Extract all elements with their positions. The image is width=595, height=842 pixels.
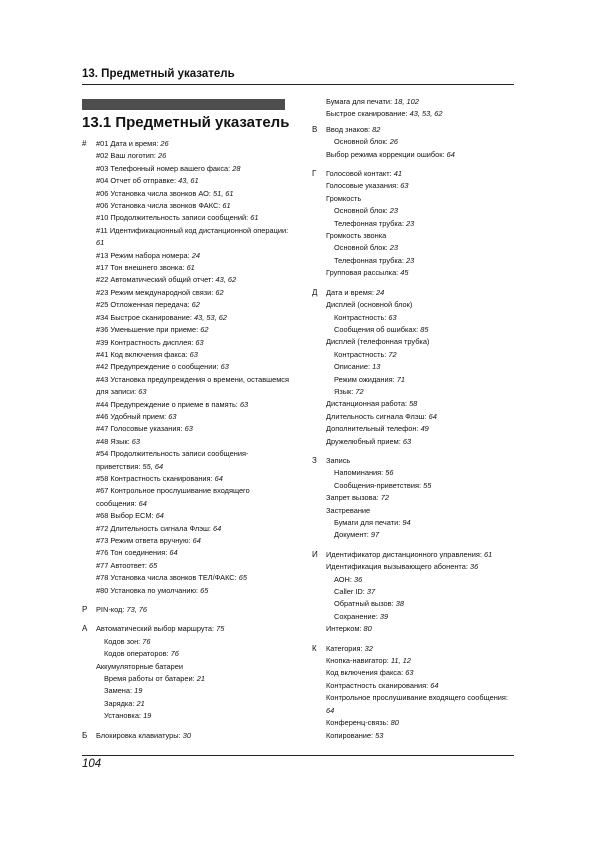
index-entry	[96, 200, 292, 212]
index-entry	[326, 598, 517, 610]
index-pages: 61	[250, 213, 259, 223]
index-term: #78 Установка числа звонков ТЕЛ/ФАКС:	[96, 573, 237, 583]
index-term: Зарядка:	[104, 698, 135, 708]
index-pages: 73, 76	[126, 605, 148, 615]
index-term: PIN-код:	[96, 605, 125, 615]
index-group	[312, 168, 517, 280]
index-term: Телефонная трубка:	[334, 218, 404, 228]
index-entry	[96, 150, 292, 162]
index-entry	[326, 168, 517, 180]
index-entry	[326, 361, 517, 373]
index-pages: 23	[405, 255, 415, 265]
index-pages: 55	[423, 480, 432, 490]
index-pages: 23	[389, 206, 398, 216]
index-pages: 64	[214, 473, 223, 483]
index-letter: А	[82, 624, 88, 634]
index-entry	[96, 274, 292, 286]
index-entry	[326, 349, 517, 361]
index-pages: 64	[430, 680, 439, 690]
index-pages: 21	[136, 698, 145, 708]
index-term: Идентификатор дистанционного управления:	[326, 549, 482, 559]
index-pages: 55, 64	[142, 461, 164, 471]
index-pages: 63	[168, 411, 177, 421]
index-term: Время работы от батареи:	[104, 674, 195, 684]
index-pages: 64	[428, 411, 437, 421]
index-term: #13 Режим набора номера:	[96, 250, 190, 260]
index-pages: 64	[155, 511, 164, 521]
index-pages: 45	[400, 268, 409, 278]
index-pages: 62	[215, 287, 224, 297]
index-entry	[96, 225, 292, 250]
index-entry	[96, 175, 292, 187]
index-entry	[96, 547, 292, 559]
index-pages: 65	[149, 560, 158, 570]
index-group	[82, 623, 292, 722]
index-term: Кнопка-навигатор:	[326, 656, 389, 666]
index-pages: 63	[239, 399, 249, 409]
index-pages: 85	[420, 324, 429, 334]
index-entry	[326, 411, 517, 423]
index-term: Дисплей (основной блок)	[326, 300, 413, 310]
section-title: 13.1 Предметный указатель	[82, 114, 290, 131]
index-pages: 64	[192, 536, 201, 545]
index-term: #41 Код включения факса:	[96, 349, 188, 359]
index-pages: 43, 61	[178, 176, 199, 186]
index-entry	[326, 730, 517, 742]
index-entry	[326, 611, 517, 623]
index-term: Ввод знаков:	[326, 124, 371, 134]
index-group	[312, 124, 517, 161]
index-term: Застревание	[326, 505, 371, 515]
index-term: #48 Язык:	[96, 436, 130, 446]
index-term: #76 Тон соединения:	[96, 548, 168, 558]
index-term: Контрастность:	[334, 312, 387, 322]
index-group	[82, 138, 292, 597]
index-pages: 38	[395, 599, 404, 609]
index-entry	[96, 287, 292, 299]
index-term: #42 Предупреждение о сообщении:	[96, 362, 219, 372]
index-pages: 26	[389, 137, 398, 147]
index-pages: 19	[134, 686, 143, 696]
index-pages: 80	[363, 624, 372, 634]
index-group	[312, 96, 517, 121]
index-pages: 63	[184, 424, 193, 434]
index-pages: 64	[138, 498, 147, 508]
index-term: #47 Голосовые указания:	[96, 424, 183, 434]
index-entry	[326, 386, 517, 398]
index-entry	[326, 455, 517, 467]
index-entry	[326, 667, 517, 679]
index-pages: 80	[390, 718, 399, 728]
index-pages: 39	[379, 611, 389, 621]
index-term: #34 Быстрое сканирование:	[96, 312, 192, 322]
index-pages: 49	[420, 424, 429, 434]
index-group	[82, 730, 292, 742]
index-entry	[326, 655, 517, 667]
index-entry	[326, 242, 517, 254]
index-letter: Б	[82, 730, 88, 740]
index-term: Запись	[326, 455, 351, 465]
index-term: Дата и время:	[326, 287, 374, 297]
index-pages: 26	[158, 151, 167, 161]
index-term: #72 Длительность сигнала Флэш:	[96, 523, 211, 533]
index-entry	[326, 180, 517, 192]
index-term: Установка:	[104, 711, 141, 721]
index-entry	[326, 324, 517, 336]
index-entry	[96, 730, 292, 742]
index-pages: 13	[372, 362, 381, 372]
index-term: Описание:	[334, 362, 371, 372]
index-group	[312, 287, 517, 448]
index-pages: 61	[222, 201, 231, 211]
index-term: Интерком:	[326, 624, 362, 634]
index-entry	[96, 535, 292, 547]
index-entry	[96, 510, 292, 522]
index-term: #43 Установка предупреждения о времени, оставшемся для записи:	[96, 374, 289, 397]
index-entry	[96, 411, 292, 423]
index-term: Копирование:	[326, 730, 374, 740]
index-term: #68 Выбор ECM:	[96, 511, 154, 521]
index-entry	[326, 717, 517, 729]
index-term: Выбор режима коррекции ошибок:	[326, 149, 445, 159]
index-entry	[96, 163, 292, 175]
index-term: Контрастность сканирования:	[326, 680, 429, 690]
index-term: #11 Идентификационный код дистанционной операции:	[96, 225, 289, 235]
index-pages: 62	[191, 300, 200, 310]
index-pages: 36	[469, 562, 479, 572]
index-term: #39 Контрастность дисплея:	[96, 337, 194, 347]
index-pages: 18, 102	[394, 97, 419, 106]
index-pages: 97	[370, 530, 380, 540]
index-term: #80 Установка по умолчанию:	[96, 585, 199, 595]
index-term: Запрет вызова:	[326, 493, 379, 503]
index-pages: 24	[375, 287, 385, 297]
index-term: Громкость звонка	[326, 231, 387, 241]
index-pages: 61	[483, 549, 493, 559]
index-entry	[96, 585, 292, 597]
index-entry	[326, 136, 517, 148]
index-entry	[96, 262, 292, 274]
index-entry	[326, 574, 517, 586]
index-pages: 72	[388, 349, 397, 359]
index-entry	[326, 480, 517, 492]
index-pages: 63	[400, 181, 409, 191]
index-pages: 43, 62	[215, 275, 237, 285]
index-entry	[326, 230, 517, 242]
index-pages: 63	[195, 337, 204, 347]
index-term: Caller ID:	[334, 587, 365, 597]
index-pages: 76	[142, 636, 151, 646]
index-pages: 65	[200, 585, 209, 595]
index-term: Длительность сигнала Флэш:	[326, 411, 427, 421]
index-pages: 28	[232, 163, 241, 173]
index-term: #23 Режим международной связи:	[96, 287, 214, 297]
index-entry	[96, 572, 292, 584]
index-letter: #	[82, 139, 87, 148]
index-entry	[326, 623, 517, 635]
index-entry	[96, 698, 292, 710]
index-entry	[326, 336, 517, 348]
index-entry	[326, 467, 517, 479]
index-entry	[326, 549, 517, 561]
index-entry	[326, 529, 517, 541]
index-term: Конференц-связь:	[326, 718, 389, 728]
index-entry	[326, 124, 517, 136]
index-term: #25 Отложенная передача:	[96, 300, 190, 310]
index-letter: В	[312, 124, 318, 134]
index-letter: P	[82, 605, 88, 615]
index-letter: З	[312, 455, 317, 465]
index-pages: 63	[138, 387, 147, 397]
index-entry	[96, 188, 292, 200]
index-term: #10 Продолжительность записи сообщений:	[96, 213, 249, 223]
index-entry	[96, 361, 292, 373]
index-term: #58 Контрастность сканирования:	[96, 473, 213, 483]
header-rule	[82, 84, 514, 85]
index-entry	[326, 218, 517, 230]
index-pages: 64	[326, 705, 335, 715]
index-entry	[326, 149, 517, 161]
index-entry	[326, 680, 517, 692]
index-term: #77 Автоответ:	[96, 560, 147, 570]
index-term: Обратный вызов:	[334, 599, 394, 609]
index-term: Дружелюбный прием:	[326, 436, 401, 446]
index-term: #06 Установка числа звонков АО:	[96, 188, 211, 198]
index-entry	[326, 108, 517, 120]
index-entry	[96, 312, 292, 324]
index-entry	[96, 138, 292, 150]
index-pages: 63	[405, 668, 414, 678]
index-term: Идентификация вызывающего абонента:	[326, 562, 468, 572]
index-pages: 19	[143, 711, 152, 721]
index-pages: 62	[200, 325, 209, 335]
index-pages: 72	[380, 493, 389, 503]
index-entry	[96, 299, 292, 311]
index-term: #06 Установка числа звонков ФАКС:	[96, 201, 221, 211]
index-entry	[326, 423, 517, 435]
index-entry	[96, 436, 292, 448]
index-entry	[96, 673, 292, 685]
index-pages: 61	[186, 263, 195, 273]
index-pages: 37	[366, 587, 376, 597]
index-pages: 65	[238, 573, 247, 583]
index-pages: 23	[405, 218, 415, 228]
index-pages: 51, 61	[212, 188, 234, 198]
index-term: Голосовые указания:	[326, 181, 399, 191]
index-entry	[96, 374, 292, 399]
index-entry	[326, 299, 517, 311]
index-entry	[96, 212, 292, 224]
index-entry	[96, 604, 292, 616]
index-term: Напоминания:	[334, 468, 384, 478]
index-term: #46 Удобный прием:	[96, 411, 167, 421]
index-pages: 21	[196, 674, 205, 684]
index-entry	[326, 398, 517, 410]
index-term: Телефонная трубка:	[334, 255, 404, 265]
index-entry	[326, 561, 517, 573]
index-pages: 82	[372, 124, 381, 134]
index-term: Аккумуляторные батареи	[96, 661, 183, 671]
index-term: Язык:	[334, 386, 354, 396]
index-entry	[326, 374, 517, 386]
index-entry	[326, 193, 517, 205]
index-term: Дистанционная работа:	[326, 399, 407, 409]
section-heading-bar	[82, 99, 285, 110]
index-term: #02 Ваш логотип:	[96, 151, 156, 161]
index-entry	[326, 255, 517, 267]
index-term: Автоматический выбор маршрута:	[96, 624, 215, 634]
index-pages: 63	[189, 349, 198, 359]
index-term: Код включения факса:	[326, 668, 404, 678]
index-entry	[326, 692, 517, 717]
index-pages: 32	[364, 643, 373, 653]
index-pages: 64	[169, 548, 178, 558]
index-term: Основной блок:	[334, 137, 388, 147]
index-pages: 94	[402, 518, 411, 527]
index-term: Режим ожидания:	[334, 374, 395, 384]
index-entry	[96, 337, 292, 349]
index-entry	[96, 349, 292, 361]
index-pages: 63	[388, 312, 397, 322]
index-term: Быстрое сканирование:	[326, 109, 408, 119]
index-column-left	[82, 138, 292, 749]
index-entry	[96, 685, 292, 697]
index-pages: 26	[160, 139, 169, 148]
index-term: Бумаги для печати:	[334, 518, 401, 527]
index-entry	[326, 96, 517, 108]
index-pages: 63	[131, 436, 141, 446]
index-pages: 11, 12	[390, 656, 411, 666]
index-term: #36 Уменьшение при приеме:	[96, 325, 199, 335]
index-pages: 63	[402, 436, 412, 446]
index-entry	[326, 492, 517, 504]
index-entry	[96, 710, 292, 722]
index-entry	[96, 423, 292, 435]
index-entry	[326, 287, 517, 299]
page-number: 104	[82, 758, 102, 770]
index-term: Голосовой контакт:	[326, 169, 392, 179]
index-group	[312, 643, 517, 742]
index-pages: 76	[170, 649, 179, 659]
index-term: Сообщения об ошибках:	[334, 324, 419, 334]
index-term: Бумага для печати:	[326, 97, 393, 106]
index-pages: 41	[393, 169, 402, 179]
index-term: #01 Дата и время:	[96, 139, 159, 148]
index-term: Контрастность:	[334, 349, 387, 359]
index-term: Основной блок:	[334, 243, 388, 253]
index-pages: 63	[220, 362, 229, 372]
index-term: Контрольное прослушивание входящего сообщения:	[326, 693, 508, 703]
index-pages: 53	[375, 730, 384, 740]
index-pages: 72	[355, 386, 364, 396]
index-entry	[96, 448, 292, 473]
index-term: #22 Автоматический общий отчет:	[96, 275, 214, 285]
index-entry	[326, 267, 517, 279]
index-column-right	[312, 96, 517, 749]
index-term: #54 Продолжительность записи сообщения-приветствия:	[96, 449, 249, 471]
index-term: Сохранение:	[334, 611, 378, 621]
index-term: Основной блок:	[334, 206, 388, 216]
index-pages: 71	[396, 374, 405, 384]
index-pages: 36	[353, 574, 363, 584]
index-term: #04 Отчет об отправке:	[96, 176, 177, 186]
index-entry	[96, 636, 292, 648]
index-entry	[96, 250, 292, 262]
index-entry	[96, 399, 292, 411]
index-entry	[96, 623, 292, 635]
index-term: #67 Контрольное прослушивание входящего сообщения:	[96, 486, 250, 508]
index-letter: И	[312, 549, 318, 559]
index-entry	[326, 643, 517, 655]
index-entry	[326, 436, 517, 448]
index-entry	[96, 661, 292, 673]
index-entry	[326, 505, 517, 517]
index-pages: 43, 53, 62	[409, 109, 443, 119]
index-pages: 75	[216, 624, 225, 634]
index-entry	[96, 648, 292, 660]
index-entry	[96, 473, 292, 485]
index-entry	[96, 485, 292, 510]
index-term: #73 Режим ответа вручную:	[96, 536, 191, 545]
index-group	[82, 604, 292, 616]
index-entry	[96, 560, 292, 572]
index-term: АОН:	[334, 574, 352, 584]
index-term: Громкость	[326, 193, 362, 203]
index-term: Дополнительный телефон:	[326, 424, 419, 434]
index-pages: 30	[182, 730, 191, 740]
index-letter: Д	[312, 287, 318, 297]
index-term: Кодов операторов:	[104, 649, 169, 659]
index-pages: 64	[213, 523, 222, 533]
running-header: 13. Предметный указатель	[82, 68, 235, 80]
index-pages: 64	[446, 149, 455, 159]
index-term: Кодов зон:	[104, 636, 141, 646]
index-pages: 61	[96, 238, 105, 248]
index-group	[312, 549, 517, 636]
index-letter: К	[312, 643, 317, 653]
index-pages: 56	[385, 468, 394, 478]
index-entry	[96, 523, 292, 535]
index-group	[312, 455, 517, 542]
index-term: Замена:	[104, 686, 133, 696]
index-entry	[326, 205, 517, 217]
footer-rule	[82, 755, 514, 756]
index-entry	[326, 312, 517, 324]
index-term: Дисплей (телефонная трубка)	[326, 337, 430, 347]
index-pages: 43, 53, 62	[194, 312, 227, 322]
index-term: Блокировка клавиатуры:	[96, 730, 181, 740]
index-letter: Г	[312, 169, 317, 179]
index-pages: 58	[409, 399, 418, 409]
index-entry	[96, 324, 292, 336]
index-term: Групповая рассылка:	[326, 268, 399, 278]
index-term: #44 Предупреждение о приеме в память:	[96, 399, 238, 409]
index-term: Категория:	[326, 643, 363, 653]
index-term: #03 Телефонный номер вашего факса:	[96, 163, 231, 173]
index-pages: 24	[191, 250, 200, 260]
index-term: #17 Тон внешнего звонка:	[96, 263, 185, 273]
index-term: Документ:	[334, 530, 369, 540]
index-entry	[326, 586, 517, 598]
index-entry	[326, 517, 517, 529]
index-pages: 23	[389, 243, 398, 253]
index-term: Сообщения-приветствия:	[334, 480, 422, 490]
